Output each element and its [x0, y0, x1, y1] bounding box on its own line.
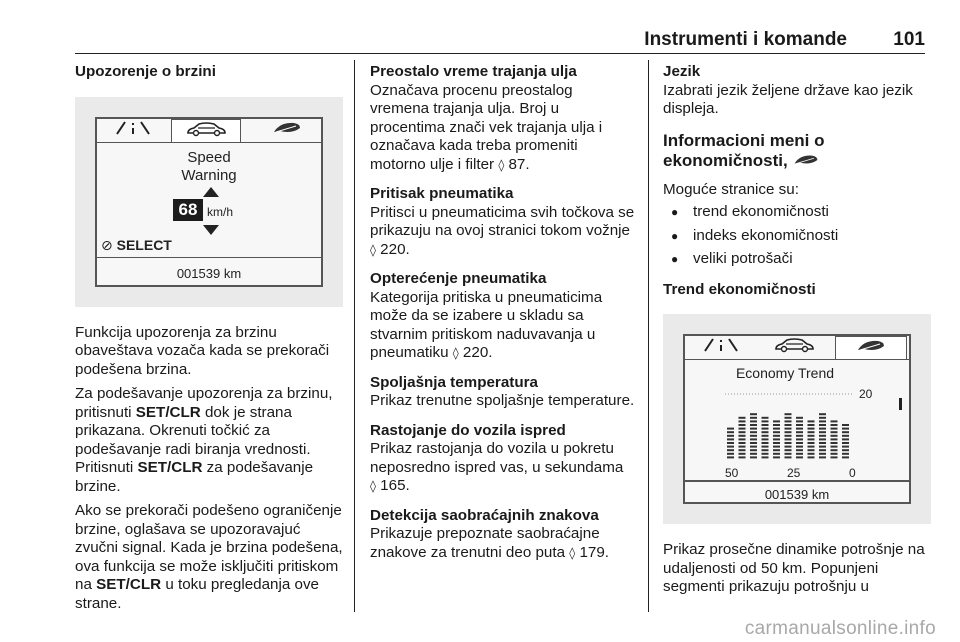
sign-detection-heading: Detekcija saobraćajnih znakova	[370, 506, 599, 524]
bar-segment	[808, 428, 815, 430]
bar-segment	[796, 424, 803, 426]
bar-segment	[785, 435, 792, 437]
bar-segment	[739, 417, 746, 419]
column-divider-1	[354, 60, 355, 612]
bar-segment	[831, 438, 838, 440]
eco-trend-chart	[685, 380, 909, 480]
select-hint	[101, 236, 172, 256]
speed-warning-desc: Funkcija upozorenja za brzinu obaveštava vozača kada se prekorači podešena brzina.	[75, 323, 330, 378]
bar-segment	[773, 442, 780, 444]
bar-segment	[785, 428, 792, 430]
language-heading: Jezik	[663, 63, 701, 80]
bar-segment	[785, 438, 792, 440]
bar-segment	[831, 453, 838, 455]
bar-segment	[819, 428, 826, 430]
header-title: Instrumenti i komande	[644, 29, 847, 50]
bar-segment	[796, 428, 803, 430]
scroll-indicator	[899, 398, 902, 410]
warning-label: Warning	[181, 166, 237, 184]
bar-segment	[842, 424, 849, 426]
bar-segment	[750, 449, 757, 451]
bar-segment	[831, 446, 838, 448]
bar-segment	[773, 431, 780, 433]
bar-segment	[750, 435, 757, 437]
car-icon	[772, 336, 816, 354]
bar-segment	[796, 438, 803, 440]
page-ref-icon: ◊	[498, 157, 505, 172]
bar	[773, 420, 780, 458]
bar-segment	[773, 435, 780, 437]
speed-label: Speed	[187, 148, 231, 166]
bar-segment	[796, 456, 803, 458]
bar-segment	[773, 446, 780, 448]
bar-segment	[831, 435, 838, 437]
tyre-pressure-heading: Pritisak pneumatika	[370, 185, 514, 202]
bar-segment	[739, 456, 746, 458]
bar-segment	[750, 417, 757, 419]
bar-segment	[762, 438, 769, 440]
bar-segment	[750, 428, 757, 430]
speed-warning-figure	[75, 97, 343, 307]
bar-segment	[727, 428, 734, 430]
bar-segment	[750, 442, 757, 444]
speed-warning-exceed: Ako se prekorači podešeno ograničenje brzine, oglašava se upozoravajuć zvučni signal. Kada je brzina podešena, ova funkcija se može isključiti pritiskom na SET/CLR u toku pregledanja ove strane.	[75, 502, 343, 612]
page-number: 101	[893, 29, 925, 50]
page-ref-icon: ◊	[452, 346, 459, 360]
leaf-icon	[792, 153, 820, 167]
bar-segment	[785, 420, 792, 422]
bar-segment	[796, 453, 803, 455]
speed-warning-screen	[95, 117, 323, 287]
bar-segment	[739, 431, 746, 433]
eco-trend-desc: Prikaz prosečne dinamike potrošnje na udaljenosti od 50 km. Popunjeni segmenti prikazuju potrošnju u	[663, 541, 925, 595]
bar-segment	[831, 431, 838, 433]
eco-pages-list	[663, 203, 929, 269]
tab-eco-info	[835, 336, 907, 360]
bar-segment	[750, 456, 757, 458]
section-sign-detection	[370, 507, 635, 563]
bar	[808, 420, 815, 458]
bar-segment	[727, 435, 734, 437]
speed-value: 68	[173, 199, 203, 221]
bar	[796, 417, 803, 459]
bar-segment	[831, 442, 838, 444]
sign-detection-text: Prikazuje prepoznate saobraćajne znakove za trenutni deo puta ◊ 179.	[370, 525, 609, 561]
bar-segment	[819, 449, 826, 451]
oil-life-heading: Preostalo vreme trajanja ulja	[370, 63, 577, 80]
arrow-up-icon	[203, 187, 219, 197]
bar-segment	[831, 456, 838, 458]
bars-group	[727, 413, 849, 458]
bar-segment	[785, 453, 792, 455]
following-distance-text: Prikaz rastojanja do vozila u pokretu neposredno ispred vas, u sekundama ◊ 165.	[370, 440, 624, 494]
bar-segment	[831, 424, 838, 426]
tab-vehicle-info	[761, 336, 827, 360]
eco-trend-screen	[683, 334, 911, 504]
eco-menu-heading: Informacioni meni o ekonomičnosti,	[663, 130, 825, 170]
bar-segment	[762, 449, 769, 451]
bar-segment	[762, 453, 769, 455]
list-item: ● trend ekonomičnosti	[663, 203, 929, 222]
bar-segment	[819, 446, 826, 448]
outside-temp-text: Prikaz trenutne spoljašnje temperature.	[370, 392, 635, 409]
bar-segment	[819, 413, 826, 415]
x-label-0: 0	[849, 466, 856, 480]
bar-segment	[739, 453, 746, 455]
bar-segment	[739, 420, 746, 422]
bar-segment	[773, 449, 780, 451]
bar-segment	[727, 456, 734, 458]
bar-segment	[739, 438, 746, 440]
bar-segment	[727, 431, 734, 433]
bar-segment	[773, 438, 780, 440]
bar-segment	[819, 420, 826, 422]
bar-segment	[739, 428, 746, 430]
bar-segment	[819, 456, 826, 458]
bar-segment	[739, 446, 746, 448]
bar-segment	[773, 453, 780, 455]
bar-segment	[842, 446, 849, 448]
bar-segment	[762, 435, 769, 437]
bar-segment	[750, 431, 757, 433]
bar-segment	[739, 424, 746, 426]
bar-segment	[808, 449, 815, 451]
bar-segment	[750, 424, 757, 426]
bar-segment	[785, 449, 792, 451]
bar-segment	[808, 431, 815, 433]
bar-segment	[796, 431, 803, 433]
bar-segment	[808, 442, 815, 444]
bar-segment	[739, 442, 746, 444]
bar-segment	[762, 420, 769, 422]
bar	[727, 428, 734, 459]
bar-segment	[750, 438, 757, 440]
section-following-distance	[370, 422, 635, 496]
arrow-down-icon	[203, 225, 219, 235]
eco-trend-heading: Trend ekonomičnosti	[663, 280, 816, 298]
watermark: carmanualsonline.info	[744, 618, 936, 639]
tab-vehicle-info	[171, 119, 241, 143]
bar-segment	[785, 456, 792, 458]
bar-segment	[727, 442, 734, 444]
screen-divider	[685, 480, 909, 482]
tab-trip-info	[691, 336, 751, 360]
bar-segment	[819, 438, 826, 440]
bar-segment	[739, 449, 746, 451]
column-1	[75, 63, 345, 619]
bar-segment	[842, 453, 849, 455]
x-label-25: 25	[787, 466, 801, 480]
bar-segment	[831, 420, 838, 422]
bar	[750, 413, 757, 458]
bar-segment	[727, 449, 734, 451]
eco-intro: Moguće stranice su:	[663, 180, 799, 198]
bar-segment	[785, 424, 792, 426]
speed-unit: km/h	[207, 204, 234, 219]
ymax-label: 20	[859, 387, 873, 401]
list-item: ● indeks ekonomičnosti	[663, 227, 929, 246]
bar-segment	[773, 420, 780, 422]
bar-segment	[750, 420, 757, 422]
bar-segment	[727, 438, 734, 440]
bar-segment	[796, 420, 803, 422]
select-label: SELECT	[116, 236, 172, 253]
bar-segment	[819, 453, 826, 455]
bar-segment	[808, 420, 815, 422]
page-header	[75, 28, 925, 54]
display-tabs	[685, 336, 909, 360]
speed-warning-heading: Upozorenje o brzini	[75, 63, 216, 80]
bar-segment	[819, 442, 826, 444]
outside-temp-heading: Spoljašnja temperatura	[370, 373, 538, 391]
bar-segment	[808, 446, 815, 448]
bar-segment	[796, 435, 803, 437]
bar-segment	[796, 417, 803, 419]
bar-segment	[762, 428, 769, 430]
bar-segment	[842, 435, 849, 437]
bar-segment	[773, 424, 780, 426]
bar-segment	[808, 453, 815, 455]
bar-segment	[762, 446, 769, 448]
bar	[842, 424, 849, 458]
bar-segment	[842, 442, 849, 444]
language-text: Izabrati jezik željene države kao jezik displeja.	[663, 81, 913, 117]
page-ref-icon: ◊	[370, 479, 376, 493]
tyre-load-heading: Opterećenje pneumatika	[370, 270, 547, 287]
bar-segment	[842, 428, 849, 430]
bar	[831, 420, 838, 458]
bar-segment	[796, 449, 803, 451]
bar-segment	[842, 431, 849, 433]
leaf-icon	[272, 120, 302, 136]
bar-segment	[808, 456, 815, 458]
bar-segment	[819, 417, 826, 419]
bar-segment	[762, 431, 769, 433]
bar-segment	[727, 453, 734, 455]
tyre-load-text: Kategorija pritiska u pneumaticima može da se izabere u skladu sa stvarnim pritiskom naduvavanja u pneumatiku ◊ 220.	[370, 288, 603, 361]
leaf-icon	[856, 338, 886, 354]
section-oil-life	[370, 63, 635, 174]
bar-segment	[819, 424, 826, 426]
bar-segment	[785, 431, 792, 433]
bar-segment	[785, 442, 792, 444]
bar-segment	[796, 442, 803, 444]
road-icon	[113, 120, 153, 136]
bar	[762, 417, 769, 459]
speed-warning-setup: Za podešavanje upozorenja za brzinu, pritisnuti SET/CLR dok je strana prikazana. Okrenuti točkić za podešavanje radi biranja vrednosti. Pritisnuti SET/CLR za podešavanje brzine.	[75, 385, 333, 495]
bar-segment	[831, 449, 838, 451]
bar-segment	[808, 424, 815, 426]
chart-title: Economy Trend	[735, 365, 835, 381]
section-language	[663, 63, 929, 119]
tab-trip-info	[103, 119, 163, 143]
bar-segment	[785, 446, 792, 448]
bar-segment	[762, 442, 769, 444]
screen-divider	[97, 257, 321, 259]
bar-segment	[819, 431, 826, 433]
bar-segment	[750, 413, 757, 415]
odometer: 001539 km	[764, 487, 830, 502]
tyre-pressure-text: Pritisci u pneumaticima svih točkova se prikazuju na ovoj stranici tokom vožnje ◊ 220.	[370, 203, 635, 258]
bar-segment	[727, 446, 734, 448]
bar-segment	[762, 417, 769, 419]
bar-segment	[842, 438, 849, 440]
list-item: ● veliki potrošači	[663, 250, 929, 269]
bar-segment	[842, 456, 849, 458]
bar-segment	[796, 446, 803, 448]
check-circle-icon: ⊘	[101, 237, 113, 254]
bar-segment	[785, 417, 792, 419]
bar-segment	[819, 435, 826, 437]
bar-segment	[750, 453, 757, 455]
bar-segment	[773, 456, 780, 458]
bar-segment	[808, 438, 815, 440]
section-tyre-pressure	[370, 185, 635, 259]
bar-segment	[842, 449, 849, 451]
bar-segment	[808, 435, 815, 437]
page-ref-icon: ◊	[569, 545, 576, 560]
car-icon	[184, 120, 228, 138]
bar-segment	[762, 456, 769, 458]
bar-segment	[750, 446, 757, 448]
column-3	[663, 63, 929, 603]
column-2	[370, 63, 635, 573]
road-icon	[701, 337, 741, 353]
bar	[819, 413, 826, 458]
tab-eco-info	[257, 119, 317, 143]
odometer: 001539 km	[176, 265, 242, 281]
section-tyre-load	[370, 270, 635, 363]
bar-segment	[785, 413, 792, 415]
eco-trend-figure	[663, 314, 931, 524]
x-label-50: 50	[725, 466, 739, 480]
oil-life-text: Označava procenu preostalog vremena trajanja ulja. Broj u procentima znači vek trajanja ulja i označava kada treba promeniti motorno ulje i filter ◊ 87.	[370, 81, 603, 173]
bar-segment	[739, 435, 746, 437]
following-distance-heading: Rastojanje do vozila ispred	[370, 421, 566, 439]
page-ref-icon: ◊	[370, 242, 376, 257]
bar	[785, 413, 792, 458]
bar-segment	[773, 428, 780, 430]
bar-segment	[762, 424, 769, 426]
bar-segment	[831, 428, 838, 430]
bar	[739, 417, 746, 459]
section-outside-temp	[370, 374, 635, 411]
display-tabs	[97, 119, 321, 143]
column-divider-2	[648, 60, 649, 612]
